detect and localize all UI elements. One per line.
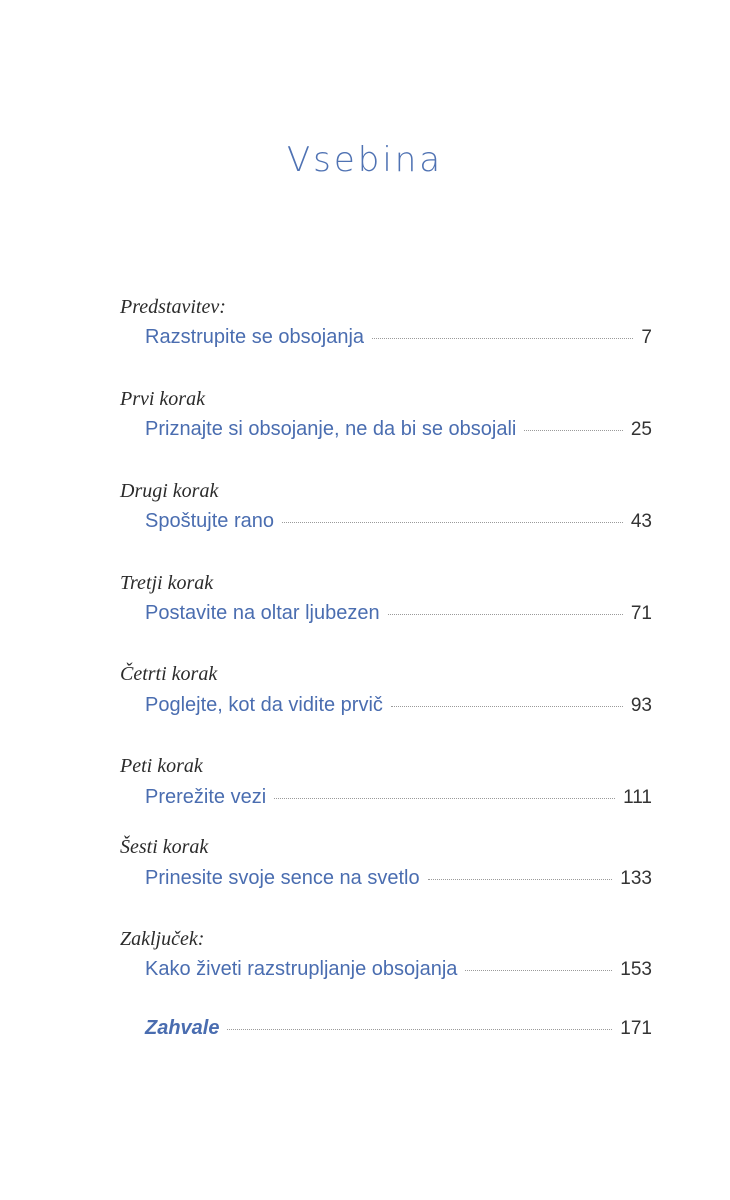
toc-page-number: 111 (623, 787, 652, 808)
toc-entry-step-3[interactable] (145, 602, 652, 630)
toc-entry-title: Postavite na oltar ljubezen (145, 602, 380, 624)
toc-entry-step-5[interactable] (145, 786, 652, 814)
dot-leader (227, 1029, 612, 1030)
toc-entry-step-6[interactable] (145, 867, 652, 895)
toc-page-number: 71 (630, 603, 652, 624)
toc-page-number: 7 (641, 327, 652, 348)
toc-page-number: 133 (620, 868, 652, 889)
dot-leader (524, 430, 623, 431)
dot-leader (388, 614, 623, 615)
dot-leader (465, 970, 612, 971)
toc-entry-title: Prerežite vezi (145, 786, 267, 808)
toc-entry-step-4[interactable] (145, 694, 652, 722)
toc-entry-acknowledgements[interactable] (145, 1017, 652, 1045)
section-label-step-4: Četrti korak (120, 663, 218, 685)
section-label-step-3: Tretji korak (120, 572, 214, 594)
toc-page-number: 153 (620, 959, 652, 980)
section-label-step-1: Prvi korak (120, 388, 205, 410)
section-label-step-6: Šesti korak (120, 836, 209, 858)
toc-entry-conclusion[interactable] (145, 958, 652, 986)
toc-entry-step-1[interactable] (145, 418, 652, 446)
toc-entry-title: Zahvale (145, 1017, 220, 1039)
toc-entry-title: Poglejte, kot da vidite prvič (145, 694, 383, 716)
dot-leader (372, 338, 633, 339)
toc-entry-title: Kako živeti razstrupljanje obsojanja (145, 958, 458, 980)
toc-entry-title: Priznajte si obsojanje, ne da bi se obsojali (145, 418, 517, 440)
dot-leader (428, 879, 613, 880)
section-label-conclusion: Zaključek: (120, 928, 205, 950)
toc-entry-title: Razstrupite se obsojanja (145, 326, 365, 348)
section-label-step-5: Peti korak (120, 755, 203, 777)
dot-leader (274, 798, 615, 799)
section-label-introduction: Predstavitev: (120, 296, 226, 318)
toc-page-number: 25 (630, 419, 652, 440)
toc-page-number: 93 (630, 695, 652, 716)
section-label-step-2: Drugi korak (120, 480, 219, 502)
toc-entry-title: Spoštujte rano (145, 510, 274, 532)
toc-page-number: 171 (620, 1018, 652, 1039)
toc-entry-introduction[interactable] (145, 326, 652, 354)
toc-entry-title: Prinesite svoje sence na svetlo (145, 867, 420, 889)
page-title: Vsebina (286, 140, 444, 180)
toc-entry-step-2[interactable] (145, 510, 652, 538)
dot-leader (391, 706, 623, 707)
toc-page-number: 43 (630, 511, 652, 532)
dot-leader (282, 522, 623, 523)
